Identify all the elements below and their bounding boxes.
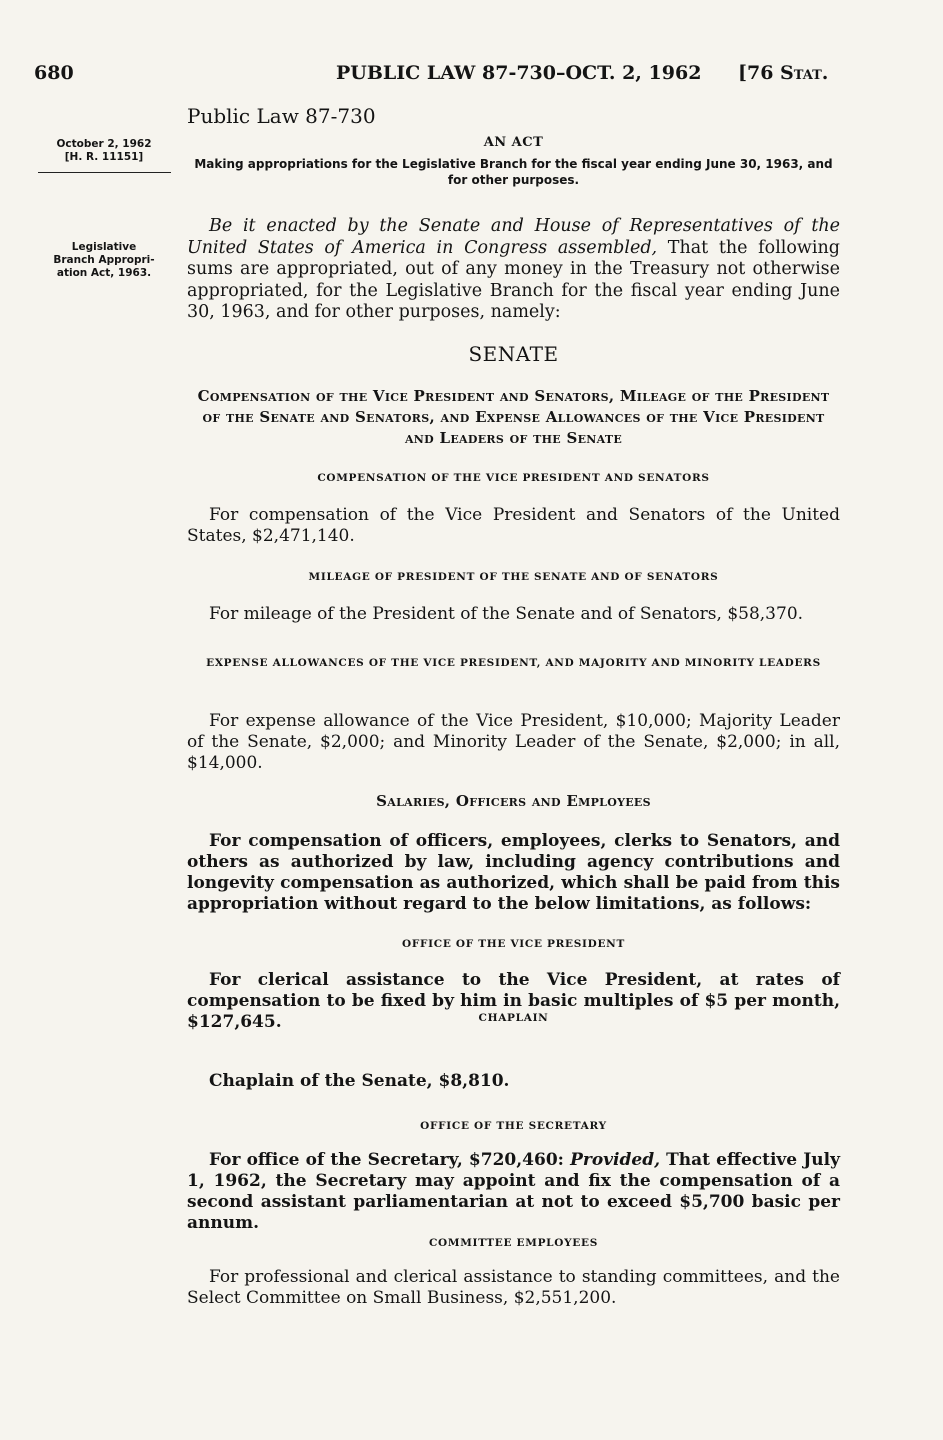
committee-text: For professional and clerical assistance to standing committees, and the Select Committee on Small Business, $2,551,200. bbox=[187, 1267, 840, 1308]
secretary-heading: OFFICE OF THE SECRETARY bbox=[420, 1120, 607, 1132]
expense-heading: EXPENSE ALLOWANCES OF THE VICE PRESIDENT, AND MAJORITY AND MINORITY LEADERS bbox=[206, 657, 821, 669]
enacting-clause-italic: Be it enacted by the Senate and House of Representatives of the United States of America in Congress assembled, bbox=[187, 216, 840, 258]
salaries-heading: Salaries, Officers and Employees bbox=[376, 792, 651, 810]
vice-president-office-heading: OFFICE OF THE VICE PRESIDENT bbox=[402, 938, 625, 950]
volume-reference: [76 Stat. bbox=[738, 62, 829, 84]
chaplain-text: Chaplain of the Senate, $8,810. bbox=[209, 1071, 510, 1091]
law-title: Public Law 87-730 bbox=[187, 104, 376, 128]
margin-date: October 2, 1962 bbox=[56, 138, 152, 150]
secretary-text-end: That effective July 1, 1962, the Secretary may appoint and fix the compensation of a second assistant parliamentarian at not to exceed $5,700 basic per annum. bbox=[187, 1150, 840, 1233]
margin-rule bbox=[38, 172, 171, 173]
senate-heading: SENATE bbox=[468, 342, 559, 366]
salaries-text: For compensation of officers, employees, clerks to Senators, and others as authorized by law, including agency contributions and longevity compensation as authorized, which shall be paid from this appropriation without regard to the below limitations, as follows: bbox=[187, 831, 840, 914]
act-description: Making appropriations for the Legislative Branch for the fiscal year ending June 30, 1963, and for other purposes. bbox=[194, 157, 833, 187]
mileage-text: For mileage of the President of the Senate and of Senators, $58,370. bbox=[209, 604, 804, 624]
page-number: 680 bbox=[34, 62, 74, 84]
senate-subheading: Compensation of the Vice President and Senators, Mileage of the President of the Senate and Senators, and Expense Allowances of the Vice President and Leaders of the Senate bbox=[197, 387, 830, 447]
enacting-clause bbox=[187, 216, 840, 324]
compensation-heading: COMPENSATION OF THE VICE PRESIDENT AND SENATORS bbox=[317, 472, 710, 484]
secretary-text-italic: Provided, bbox=[570, 1150, 661, 1170]
margin-act-name: Legislative Branch Appropri- ation Act, 1963. bbox=[53, 241, 155, 279]
expense-text: For expense allowance of the Vice President, $10,000; Majority Leader of the Senate, $2,000; and Minority Leader of the Senate, $2,000; in all, $14,000. bbox=[187, 711, 840, 773]
secretary-text-start: For office of the Secretary, $720,460: bbox=[209, 1150, 571, 1170]
running-title: PUBLIC LAW 87-730–OCT. 2, 1962 bbox=[336, 62, 702, 84]
enacting-clause-text: That the following sums are appropriated, out of any money in the Treasury not otherwise appropriated, for the Legislative Branch for the fiscal year ending June 30, 1963, and for other purposes, namely: bbox=[187, 237, 840, 322]
margin-bill: [H. R. 11151] bbox=[64, 151, 144, 163]
mileage-heading: MILEAGE OF PRESIDENT OF THE SENATE AND OF SENATORS bbox=[308, 571, 719, 583]
compensation-text: For compensation of the Vice President and Senators of the United States, $2,471,140. bbox=[187, 505, 840, 546]
chaplain-heading: CHAPLAIN bbox=[478, 1012, 549, 1024]
committee-heading: COMMITTEE EMPLOYEES bbox=[428, 1237, 598, 1249]
vice-president-office-text: For clerical assistance to the Vice President, at rates of compensation to be fixed by him in basic multiples of $5 per month, $127,645. bbox=[187, 970, 840, 1032]
secretary-text bbox=[187, 1150, 840, 1234]
act-label: AN ACT bbox=[483, 135, 544, 150]
